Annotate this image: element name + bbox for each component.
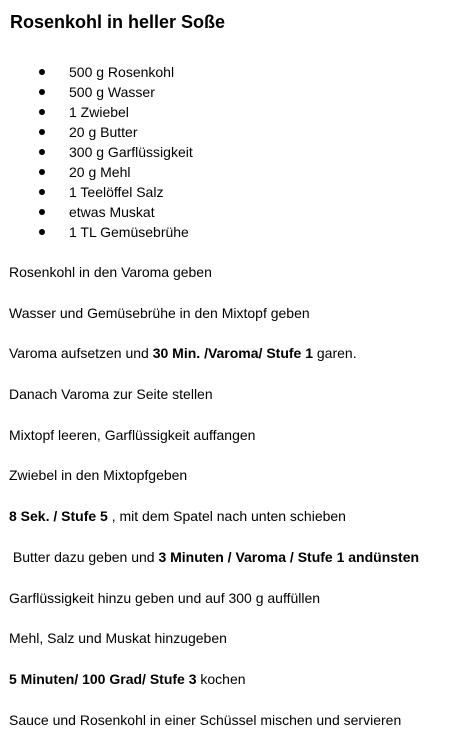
bullet-icon (39, 89, 45, 95)
step-3 (0, 343, 419, 384)
ingredient-text: 20 g Butter (69, 124, 138, 140)
step-8 (0, 547, 419, 588)
bullet-icon (39, 109, 45, 115)
step-text: Sauce und Rosenkohl in einer Schüssel mischen und servieren (9, 711, 402, 728)
bullet-icon (39, 129, 45, 135)
ingredient-text: 500 g Rosenkohl (69, 64, 175, 80)
step-2 (0, 303, 419, 344)
step-7 (0, 506, 419, 547)
ingredient-text: 1 TL Gemüsebrühe (69, 224, 189, 240)
bullet-icon (39, 69, 45, 75)
bullet-icon (39, 209, 45, 215)
step-1 (0, 262, 419, 303)
step-text-bold: 8 Sek. / Stufe 5 (9, 508, 108, 525)
step-text: Butter dazu geben und (9, 548, 159, 565)
step-text-bold: 5 Minuten/ 100 Grad/ Stufe 3 (9, 670, 197, 687)
step-text: Mehl, Salz und Muskat hinzugeben (9, 630, 227, 647)
ingredient-text: 1 Zwiebel (69, 104, 129, 120)
step-11 (0, 669, 419, 710)
step-10 (0, 628, 419, 669)
instruction-steps (0, 262, 419, 750)
step-text: Mixtopf leeren, Garflüssigkeit auffangen (9, 426, 256, 443)
bullet-icon (39, 189, 45, 195)
step-text: , mit dem Spatel nach unten schieben (107, 508, 346, 525)
step-12 (0, 710, 419, 750)
bullet-icon (39, 229, 45, 235)
step-text: garen. (313, 345, 357, 362)
step-text: Rosenkohl in den Varoma geben (9, 264, 212, 280)
ingredient-text: 1 Teelöffel Salz (69, 184, 164, 200)
step-text-bold: 30 Min. /Varoma/ Stufe 1 (152, 345, 313, 362)
ingredient-text: 500 g Wasser (69, 84, 155, 100)
step-text: Danach Varoma zur Seite stellen (9, 386, 213, 403)
ingredient-text: 20 g Mehl (69, 164, 131, 180)
ingredient-text: 300 g Garflüssigkeit (69, 144, 193, 160)
step-5 (0, 425, 419, 466)
step-text: Garflüssigkeit hinzu geben und auf 300 g auffüllen (9, 589, 321, 606)
step-text: Varoma aufsetzen und (9, 345, 153, 362)
step-text: kochen (196, 670, 246, 687)
step-9 (0, 588, 419, 629)
step-4 (0, 384, 419, 425)
step-text-bold: 3 Minuten / Varoma / Stufe 1 andünsten (158, 548, 420, 565)
bullet-icon (39, 149, 45, 155)
step-text: Wasser und Gemüsebrühe in den Mixtopf geben (9, 304, 310, 321)
recipe-title: Rosenkohl in heller Soße (10, 12, 226, 32)
bullet-icon (39, 169, 45, 175)
step-text: Zwiebel in den Mixtopfgeben (9, 467, 188, 484)
ingredient-text: etwas Muskat (69, 204, 155, 220)
step-6 (0, 465, 419, 506)
